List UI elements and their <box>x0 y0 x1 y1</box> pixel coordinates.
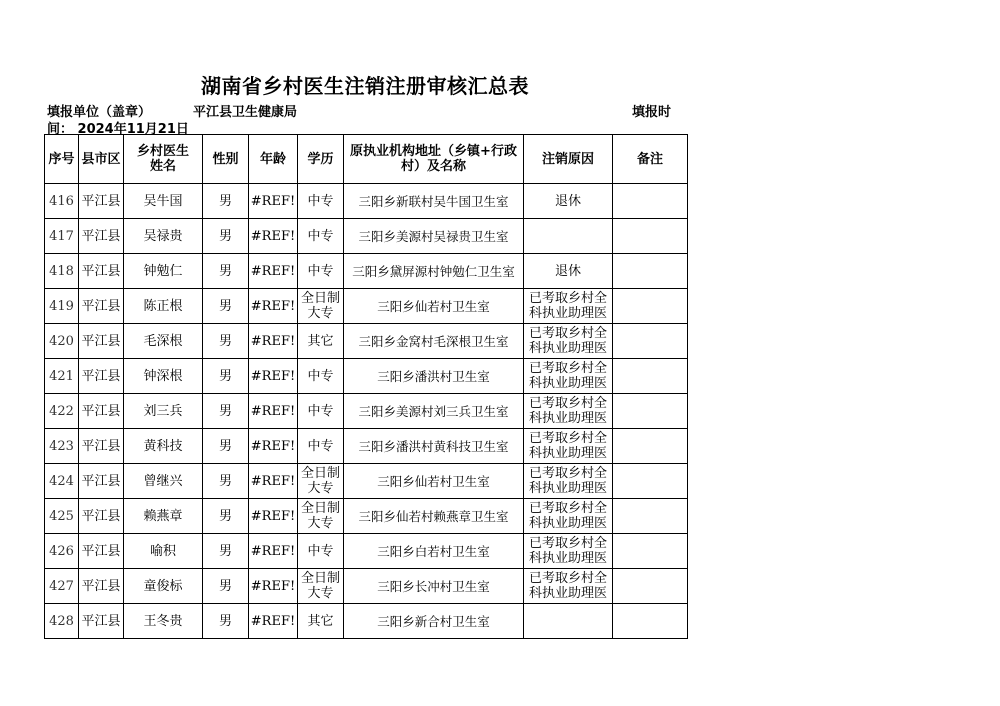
unit-label: 填报单位（盖章） <box>47 105 152 120</box>
cell-reason: 已考取乡村全科执业助理医 <box>524 289 613 324</box>
cell-no: 424 <box>45 464 79 499</box>
table-header-row <box>45 135 688 184</box>
page-title: 湖南省乡村医生注销注册审核汇总表 <box>201 74 529 98</box>
cell-age: #REF! <box>249 254 298 289</box>
cell-county: 平江县 <box>79 499 124 534</box>
cell-age: #REF! <box>249 394 298 429</box>
cell-name: 赖燕章 <box>124 499 203 534</box>
cell-note <box>613 499 688 534</box>
cell-no: 428 <box>45 604 79 639</box>
cell-edu: 中专 <box>298 254 344 289</box>
cell-reason <box>524 604 613 639</box>
cell-age: #REF! <box>249 184 298 219</box>
cell-county: 平江县 <box>79 604 124 639</box>
cell-age: #REF! <box>249 499 298 534</box>
cell-edu: 中专 <box>298 359 344 394</box>
cell-name: 陈正根 <box>124 289 203 324</box>
cell-name: 黄科技 <box>124 429 203 464</box>
cell-county: 平江县 <box>79 254 124 289</box>
cell-org: 三阳乡美源村刘三兵卫生室 <box>344 394 524 429</box>
cell-no: 417 <box>45 219 79 254</box>
cell-edu: 其它 <box>298 324 344 359</box>
cell-note <box>613 569 688 604</box>
cell-no: 421 <box>45 359 79 394</box>
summary-table <box>44 134 688 639</box>
cell-note <box>613 534 688 569</box>
cell-reason: 退休 <box>524 254 613 289</box>
cell-edu: 中专 <box>298 184 344 219</box>
table-row <box>45 254 688 289</box>
cell-reason: 已考取乡村全科执业助理医 <box>524 394 613 429</box>
cell-org: 三阳乡仙若村赖燕章卫生室 <box>344 499 524 534</box>
unit-value: 平江县卫生健康局 <box>193 105 298 120</box>
col-header-name: 乡村医生姓名 <box>124 135 203 184</box>
cell-reason: 已考取乡村全科执业助理医 <box>524 324 613 359</box>
cell-county: 平江县 <box>79 359 124 394</box>
cell-org: 三阳乡仙若村卫生室 <box>344 289 524 324</box>
cell-county: 平江县 <box>79 569 124 604</box>
cell-note <box>613 429 688 464</box>
col-header-org: 原执业机构地址（乡镇+行政村）及名称 <box>344 135 524 184</box>
cell-org: 三阳乡潘洪村黄科技卫生室 <box>344 429 524 464</box>
cell-sex: 男 <box>203 324 249 359</box>
cell-note <box>613 324 688 359</box>
cell-name: 钟勉仁 <box>124 254 203 289</box>
cell-org: 三阳乡仙若村卫生室 <box>344 464 524 499</box>
cell-no: 425 <box>45 499 79 534</box>
cell-reason: 已考取乡村全科执业助理医 <box>524 499 613 534</box>
cell-sex: 男 <box>203 289 249 324</box>
cell-org: 三阳乡白若村卫生室 <box>344 534 524 569</box>
cell-reason: 已考取乡村全科执业助理医 <box>524 359 613 394</box>
cell-edu: 中专 <box>298 429 344 464</box>
col-header-reason: 注销原因 <box>524 135 613 184</box>
date-line: 间： 2024年11月21日 <box>47 122 189 137</box>
cell-name: 吴牛国 <box>124 184 203 219</box>
cell-edu: 中专 <box>298 534 344 569</box>
cell-name: 喻积 <box>124 534 203 569</box>
cell-sex: 男 <box>203 569 249 604</box>
table-row <box>45 499 688 534</box>
cell-note <box>613 604 688 639</box>
cell-reason: 已考取乡村全科执业助理医 <box>524 464 613 499</box>
table-row <box>45 359 688 394</box>
cell-no: 420 <box>45 324 79 359</box>
cell-county: 平江县 <box>79 219 124 254</box>
cell-no: 416 <box>45 184 79 219</box>
cell-edu: 全日制大专 <box>298 289 344 324</box>
cell-sex: 男 <box>203 604 249 639</box>
cell-sex: 男 <box>203 254 249 289</box>
cell-county: 平江县 <box>79 394 124 429</box>
table-row <box>45 394 688 429</box>
cell-reason: 退休 <box>524 184 613 219</box>
cell-county: 平江县 <box>79 429 124 464</box>
cell-no: 422 <box>45 394 79 429</box>
cell-county: 平江县 <box>79 324 124 359</box>
cell-age: #REF! <box>249 534 298 569</box>
cell-note <box>613 219 688 254</box>
col-header-edu: 学历 <box>298 135 344 184</box>
cell-org: 三阳乡潘洪村卫生室 <box>344 359 524 394</box>
cell-edu: 全日制大专 <box>298 464 344 499</box>
col-header-county: 县市区 <box>79 135 124 184</box>
cell-name: 曾继兴 <box>124 464 203 499</box>
cell-edu: 其它 <box>298 604 344 639</box>
cell-no: 423 <box>45 429 79 464</box>
cell-no: 419 <box>45 289 79 324</box>
cell-edu: 中专 <box>298 394 344 429</box>
cell-org: 三阳乡新联村吴牛国卫生室 <box>344 184 524 219</box>
cell-sex: 男 <box>203 464 249 499</box>
cell-county: 平江县 <box>79 289 124 324</box>
cell-name: 王冬贵 <box>124 604 203 639</box>
cell-note <box>613 184 688 219</box>
col-header-no: 序号 <box>45 135 79 184</box>
cell-sex: 男 <box>203 429 249 464</box>
cell-sex: 男 <box>203 394 249 429</box>
cell-age: #REF! <box>249 429 298 464</box>
cell-sex: 男 <box>203 359 249 394</box>
cell-edu: 全日制大专 <box>298 569 344 604</box>
cell-note <box>613 289 688 324</box>
cell-age: #REF! <box>249 324 298 359</box>
table-row <box>45 324 688 359</box>
cell-org: 三阳乡金窝村毛深根卫生室 <box>344 324 524 359</box>
time-label: 填报时 <box>632 105 672 120</box>
cell-reason: 已考取乡村全科执业助理医 <box>524 534 613 569</box>
cell-age: #REF! <box>249 464 298 499</box>
cell-age: #REF! <box>249 219 298 254</box>
cell-name: 刘三兵 <box>124 394 203 429</box>
cell-county: 平江县 <box>79 184 124 219</box>
table-row <box>45 289 688 324</box>
cell-no: 427 <box>45 569 79 604</box>
cell-age: #REF! <box>249 289 298 324</box>
cell-edu: 中专 <box>298 219 344 254</box>
cell-org: 三阳乡新合村卫生室 <box>344 604 524 639</box>
cell-name: 钟深根 <box>124 359 203 394</box>
table-row <box>45 429 688 464</box>
cell-org: 三阳乡长冲村卫生室 <box>344 569 524 604</box>
cell-county: 平江县 <box>79 534 124 569</box>
cell-age: #REF! <box>249 359 298 394</box>
cell-reason: 已考取乡村全科执业助理医 <box>524 429 613 464</box>
col-header-note: 备注 <box>613 135 688 184</box>
cell-sex: 男 <box>203 499 249 534</box>
cell-county: 平江县 <box>79 464 124 499</box>
cell-note <box>613 359 688 394</box>
table-row <box>45 219 688 254</box>
table-row <box>45 569 688 604</box>
cell-age: #REF! <box>249 604 298 639</box>
cell-sex: 男 <box>203 219 249 254</box>
cell-org: 三阳乡美源村吴禄贵卫生室 <box>344 219 524 254</box>
cell-no: 418 <box>45 254 79 289</box>
cell-age: #REF! <box>249 569 298 604</box>
cell-edu: 全日制大专 <box>298 499 344 534</box>
cell-name: 毛深根 <box>124 324 203 359</box>
cell-sex: 男 <box>203 534 249 569</box>
table-row <box>45 604 688 639</box>
cell-no: 426 <box>45 534 79 569</box>
cell-reason <box>524 219 613 254</box>
cell-name: 吴禄贵 <box>124 219 203 254</box>
col-header-sex: 性别 <box>203 135 249 184</box>
cell-note <box>613 254 688 289</box>
col-header-age: 年龄 <box>249 135 298 184</box>
cell-note <box>613 464 688 499</box>
cell-note <box>613 394 688 429</box>
table-row <box>45 464 688 499</box>
cell-reason: 已考取乡村全科执业助理医 <box>524 569 613 604</box>
table-row <box>45 184 688 219</box>
cell-name: 童俊标 <box>124 569 203 604</box>
cell-org: 三阳乡黛屏源村钟勉仁卫生室 <box>344 254 524 289</box>
table-row <box>45 534 688 569</box>
cell-sex: 男 <box>203 184 249 219</box>
